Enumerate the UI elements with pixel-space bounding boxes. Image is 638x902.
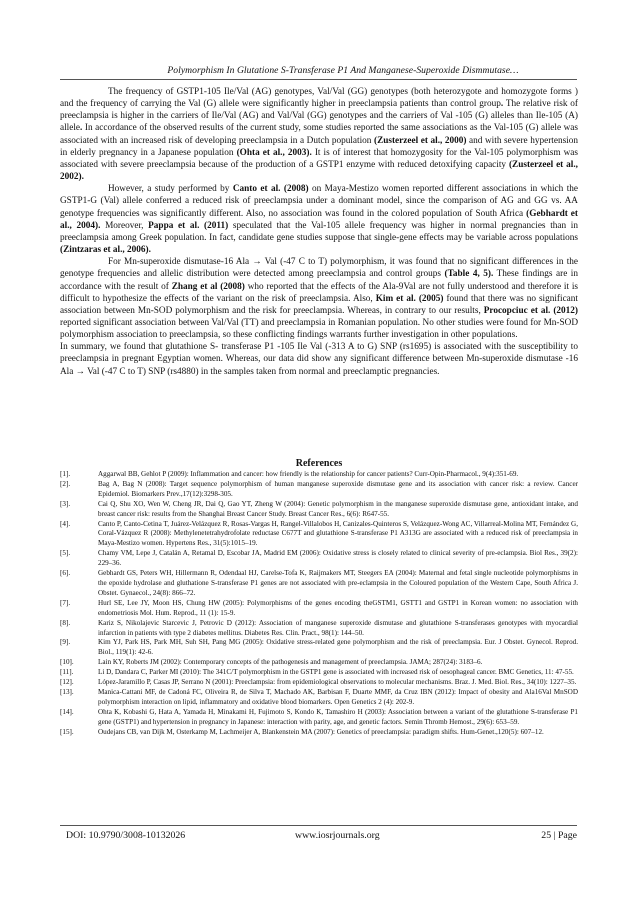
body-text-run: and with severe hypertension in elderly pregnancy in a Japanese population: [60, 135, 578, 158]
reference-text: Kariz S, Nikolajevic Starcevic J, Petrovic D (2012): Association of manganese superoxide dismutase and glutathione S-transferases genotypes with myocardial infarction in patients with type 2 diabetes mellitus. Diabetes Res. Clin. Pract., 98(1): 144–50.: [98, 618, 578, 637]
citation-text: .: [80, 123, 83, 134]
reference-item: [60, 619, 578, 639]
reference-number: [7].: [60, 598, 71, 607]
citation-text: (Zintzaras et al., 2006).: [60, 245, 151, 256]
body-text-run: These findings are in accordance with the result of: [60, 269, 578, 292]
reference-text: López-Jaramillo P, Casas JP, Serrano N (2001): Preeclampsia: from epidemiological observations to molecular mechanisms. Braz. J. Med. Biol. Res., 34(10): 1227–35.: [98, 678, 577, 687]
references-heading: References: [295, 458, 343, 469]
footer-website: www.iosrjournals.org: [295, 830, 380, 841]
body-text-run: The frequency of GSTP1-105 Ile/Val (AG) genotypes, Val/Val (GG) genotypes (both heterozygote and homozygote forms ) and the frequency of carrying the Val (G) allele were significantly higher in preeclampsia patients than control group: [60, 87, 578, 110]
body-text-run: reported significant association between Val/Val (TT) and preeclampsia in Romanian population. No other studies were found for Mn-SOD polymorphism association to preeclampsia, so these conflicting findings warrants further investigation in other populations.: [60, 317, 578, 341]
reference-item: [60, 569, 578, 599]
reference-item: [60, 658, 578, 668]
reference-number: [6].: [60, 569, 71, 578]
footer-page-number: 25 | Page: [541, 830, 577, 841]
reference-number: [11].: [60, 668, 74, 677]
citation-text: Kim et al. (2005): [375, 293, 444, 304]
body-text-run: who reported that the effects of the Ala-9Val are not fully understood and therefore it is difficult to hypothesize the effects of the variant on the risk of preeclampsia. Also,: [60, 281, 579, 304]
citation-text: (Table 4, 5).: [444, 269, 494, 280]
running-title: Polymorphism In Glutatione S-Transferase P1 And Manganese-Superoxide Dismmutase…: [167, 65, 519, 76]
paragraph-conflicting-studies: [60, 183, 578, 256]
reference-text: Li D, Dandara C, Parker MI (2010): The 341C/T polymorphism in the GSTP1 gene is associated with increased risk of oesophageal cancer. BMC Genetics, 11: 47-55.: [98, 668, 574, 677]
reference-text: Gebhardt GS, Peters WH, Hillermann R, Odendaal HJ, Carelse-Tofa K, Raijmakers MT, Steegers EA (2004): Maternal and fetal single nucleotide polymorphisms in the epoxide hydrolase and gluthatione S-transferase P1 genes are not associated with pre-eclampsia in the Coloured population of the Western Cape, South Africa J. Obstet. Gynaecol., 24(8): 866–72.: [98, 569, 578, 597]
reference-item: [60, 708, 578, 728]
reference-number: [10].: [60, 658, 74, 667]
reference-text: Kim YJ, Park HS, Park MH, Suh SH, Pang MG (2005): Oxidative stress-related gene polymorphism and the risk of preeclampsia. Eur. J Obstet. Gynecol. Reprod. Biol., 119(1): 42-6.: [98, 638, 578, 657]
citation-text: Pappa et al. (2011): [148, 220, 229, 231]
reference-text: Manica-Cattani MF, de Cadoná FC, Oliveira R, de Silva T, Machado AK, Barbisan F, Duarte MMF, da Cruz IBN (2012): Impact of obesity and Ala16Val MnSOD polymorphism interaction on lipid, inflammatory and oxidative blood biomarkers. Open Genetics 2 (4): 202-9.: [98, 687, 578, 706]
body-text-run: In accordance of the observed results of the current study, some studies reported the same associations as the Val-105 (G) allele was associated with an increased risk of developing preeclampsia in a Dutch population: [60, 123, 578, 146]
citation-text: Canto et al. (2008): [232, 184, 309, 195]
reference-text: Lain KY, Roberts JM (2002): Contemporary concepts of the pathogenesis and management of preeclampsia. JAMA; 287(24): 3183–6.: [98, 658, 483, 667]
citation-text: (Ohta et al., 2003).: [236, 147, 312, 158]
reference-item: [60, 480, 578, 500]
discussion-text: [60, 86, 578, 378]
reference-text: Ohta K, Kobashi G, Hata A, Yamada H, Minakami H, Fujimoto S, Kondo K, Tamashiro H (2003): Association between a variant of the glutathione S-transferase P1 gene (GSTP1) and hypertension in pregnancy in Japanese: interaction with parity, age, and genetic factors. Semin Thromb Hemost., 29(6): 653–59.: [98, 707, 578, 726]
reference-number: [15].: [60, 727, 74, 736]
reference-text: Bag A, Bag N (2008): Target sequence polymorphism of human manganese superoxide dismutase gene and its association with cancer risk: a review. Cancer Epidemiol. Biomarkers Prev.,17(12):3298-305.: [98, 479, 578, 498]
citation-text: .: [500, 99, 504, 110]
reference-item: [60, 638, 578, 658]
footer-doi: DOI: 10.9790/3008-10132026: [66, 830, 186, 841]
reference-number: [4].: [60, 519, 71, 528]
reference-text: Hurl SE, Lee JY, Moon HS, Chung HW (2005): Polymorphisms of the genes encoding theGSTM1, GSTT1 and GSTP1 in Korean women: no association with endometriosis Mol. Hum. Reprod., 11 (1): 15-9.: [98, 598, 578, 617]
body-text-run: However, a study performed by: [108, 184, 233, 195]
reference-text: Oudejans CB, van Dijk M, Osterkamp M, Lachmeijer A, Blankenstein MA (2007): Genetics of preeclampsia: paradigm shifts. Hum-Genet.,120(5): 607–12.: [98, 727, 544, 736]
reference-item: [60, 668, 578, 678]
body-text-run: Moreover,: [100, 220, 149, 231]
reference-item: [60, 728, 578, 738]
reference-item: [60, 599, 578, 619]
reference-number: [8].: [60, 618, 71, 627]
paragraph-mnsod: [60, 256, 578, 341]
reference-number: [14].: [60, 707, 74, 716]
citation-text: (Zusterzeel et al., 2000): [373, 135, 467, 146]
citation-text: (Gebhardt et al., 2004).: [60, 208, 578, 231]
body-text-run: For Mn-superoxide dismutase-16 Ala → Val (-47 C to T) polymorphism, it was found that no significant differences in the genotype frequencies and allelic distribution were detected among preeclampsia and control groups: [60, 257, 578, 280]
citation-text: (Zusterzeel et al., 2002).: [60, 159, 578, 183]
reference-number: [9].: [60, 638, 71, 647]
body-text-run: found that there was no significant association between Mn-SOD polymorphism and the risk for preeclampsia. Whereas, in contrary to our results,: [60, 293, 578, 316]
reference-item: [60, 500, 578, 520]
reference-text: Cai Q, Shu XO, Wen W, Cheng JR, Dai Q, Gao YT, Zheng W (2004): Genetic polymorphism in the manganese superoxide dismutase gene, antioxidant intake, and breast cancer risk: results from the Shanghai Breast Cancer Study. Breast Cancer Res., 6(6): R647-55.: [98, 499, 578, 518]
reference-item: [60, 688, 578, 708]
reference-text: Aggarwal BB, Gehlot P (2009): Inflammation and cancer: how friendly is the relationship for cancer patients? Curr-Opin-Pharmacol., 9(4):351-69.: [98, 470, 519, 478]
paragraph-summary: [60, 341, 578, 377]
reference-item: [60, 549, 578, 569]
reference-number: [3].: [60, 499, 71, 508]
reference-text: Chamy VM, Lepe J, Catalán A, Retamal D, Escobar JA, Madrid EM (2006): Oxidative stress is closely related to clinical severity of pre-eclampsia. Biol Res., 39(2): 229–36.: [98, 549, 578, 568]
reference-item: [60, 678, 578, 688]
reference-number: [12].: [60, 678, 74, 687]
body-text-run: on Maya-Mestizo women reported different associations in which the GSTP1-G (Val) allele conferred a reduced risk of preeclampsia under a dominant model, since the comparison of AG and GG vs. AA genotype frequencies was significantly different. Also, no association was found in the colored population of South Africa: [60, 184, 578, 219]
body-text-run: speculated that the Val-105 allele frequency was higher in normal pregnancies than in preeclampsia among Greek population. In fact, candidate gene studies suppose that single-gene effects may be variable across populations: [60, 220, 578, 243]
header-rule: [60, 79, 577, 80]
reference-number: [1].: [60, 470, 71, 478]
reference-item: [60, 470, 578, 480]
body-text-run: It is of interest that homozygosity for the Val-105 polymorphism was associated with severe preeclampsia because of the production of a GSTP1 enzyme with reduced detoxifying capacity: [60, 147, 578, 170]
paragraph-gstp1-frequency: [60, 86, 578, 183]
body-text-run: The relative risk of preeclampsia is higher in the carriers of Ile/Val (AG) and Val/Val (GG) genotypes and the carriers of Val -105 (G) alleles than Ile-105 (A) allele: [60, 99, 579, 134]
reference-item: [60, 520, 578, 550]
body-text-run: In summary, we found that glutathione S- transferase P1 -105 Ile Val (-313 A to G) SNP (rs1695) is associated with the susceptibility to preeclampsia in pregnant Egyptian women. Whereas, our data did show any significant difference between Mn-superoxide dismutase -16 Ala → Val (-47 C to T) SNP (rs4880) in the samples taken from normal and preeclamptic pregnancies.: [60, 342, 578, 377]
citation-text: Zhang et al (2008): [171, 281, 245, 292]
reference-number: [13].: [60, 687, 74, 696]
citation-text: Procopciuc et al. (2012): [483, 305, 579, 316]
reference-number: [5].: [60, 549, 71, 558]
reference-text: Canto P, Canto-Cetina T, Juárez-Velázquez R, Rosas-Vargas H, Rangel-Villalobos H, Canizales-Quinteros S, Velázquez-Wong AC, Villarreal-Molina MT, Fernández G, Coral-Vázquez R (2008): Methylenetetrahydrofolate reductase C677T and glutathione S-transferase P1 A313G are associated with a reduced risk of preeclampsia in Maya-Mestizo women. Hypertens Res., 31(5):1015–19.: [98, 519, 578, 548]
references-list: [60, 470, 578, 737]
footer-rule: [60, 825, 577, 826]
reference-number: [2].: [60, 479, 71, 488]
